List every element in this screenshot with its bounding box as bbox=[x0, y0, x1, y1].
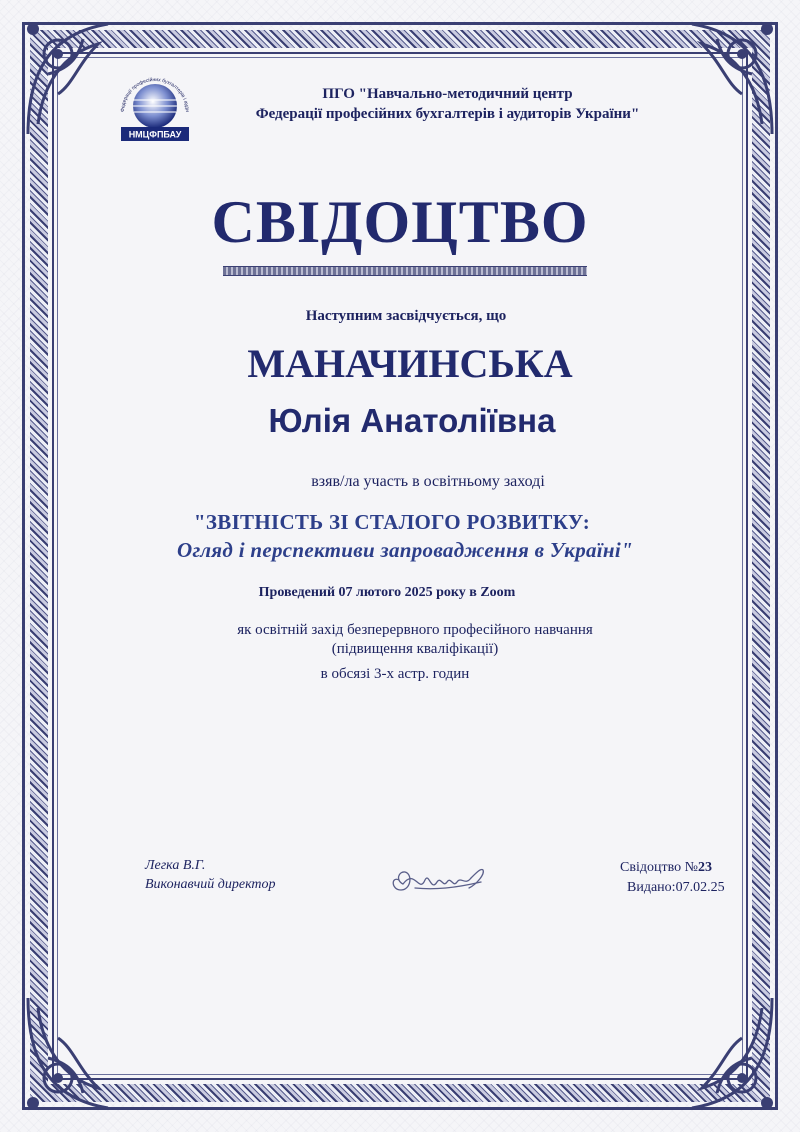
description-line-1: як освітній захід безперервного професійного навчання bbox=[237, 622, 593, 638]
logo-text: НМЦФПБАУ bbox=[128, 129, 182, 140]
event-title-line-1: "ЗВІТНІСТЬ ЗІ СТАЛОГО РОЗВИТКУ: bbox=[193, 510, 591, 534]
issued-date-value: 07.02.25 bbox=[675, 880, 725, 895]
handwritten-signature bbox=[385, 858, 495, 902]
svg-text:Федерації професійних бухгалте: Федерації професійних бухгалтерів і ауди bbox=[119, 76, 191, 113]
signatory-position: Виконавчий директор bbox=[145, 877, 276, 892]
corner-ornament-top-right bbox=[662, 14, 782, 144]
intro-text: Наступним засвідчується, що bbox=[305, 308, 507, 324]
title-divider bbox=[223, 266, 587, 276]
issued-label: Видано: bbox=[627, 880, 676, 895]
signatory-block bbox=[145, 856, 276, 894]
organization-name bbox=[195, 84, 700, 124]
recipient-given-names: Юлія Анатоліївна bbox=[268, 402, 556, 439]
certificate-title: СВІДОЦТВО bbox=[211, 189, 589, 255]
organization-line-1: ПГО "Навчально-методичний центр bbox=[322, 86, 573, 102]
description-line-3: в обсязі 3-х астр. годин bbox=[320, 666, 470, 682]
description-line-2: (підвищення кваліфікації) bbox=[331, 641, 499, 657]
event-held-info: Проведений 07 лютого 2025 року в Zoom bbox=[258, 585, 516, 600]
corner-ornament-bottom-right bbox=[662, 988, 782, 1118]
participation-text: взяв/ла участь в освітньому заході bbox=[311, 473, 545, 490]
issued-date bbox=[627, 880, 725, 896]
recipient-surname: МАНАЧИНСЬКА bbox=[247, 341, 573, 386]
organization-logo bbox=[118, 72, 192, 144]
organization-line-2: Федерації професійних бухгалтерів і аудиторів України" bbox=[255, 106, 640, 122]
certificate-number bbox=[620, 860, 712, 876]
certificate-number-label: Свідоцтво № bbox=[620, 860, 698, 875]
signatory-name: Легка В.Г. bbox=[145, 858, 206, 873]
corner-ornament-bottom-left bbox=[18, 988, 138, 1118]
event-title-line-2: Огляд і перспективи запровадження в Україні" bbox=[176, 538, 633, 562]
certificate-number-value: 23 bbox=[697, 860, 712, 875]
